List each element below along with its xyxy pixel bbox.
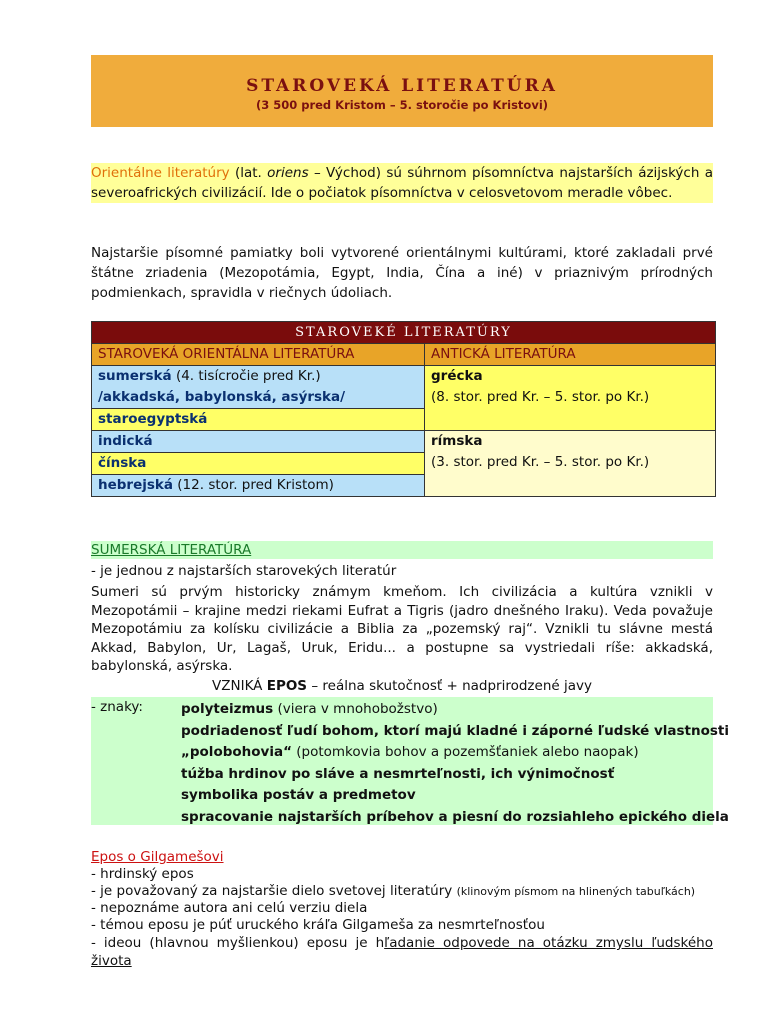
sumer-section-bar [91,541,713,559]
znak-spracovanie: spracovanie najstarších príbehov a piesní do rozsiahleho epického diela [181,808,729,825]
epos-line: VZNIKÁ EPOS – reálna skutočnosť + nadprirodzené javy [212,678,592,694]
page-title: STAROVEKÁ LITERATÚRA [246,76,558,96]
cell-hebrejska: hebrejská (12. stor. pred Kristom) [92,475,425,497]
znak-symbolika: symbolika postáv a predmetov [181,787,416,803]
gilgames-line-3: - nepoznáme autora ani celú verziu diela [91,900,368,916]
cell-cinska: čínska [92,453,425,475]
table-header: STAROVEKÉ LITERATÚRY [92,322,716,344]
sumer-intro-line: - je jednou z najstarších starovekých literatúr [91,563,397,579]
znaky-label: - znaky: [91,699,143,715]
paragraph-origins: Najstaršie písomné pamiatky boli vytvorené orientálnymi kultúrami, ktoré zakladali prvé štátne zriadenia (Mezopotámia, Egypt, India, Čína a iné) v priaznivým prírodných podmienkach, spravidla v riečnych údoliach. [91,245,713,301]
gilgames-line-2: - je považovaný za najstaršie dielo svetovej literatúry (klinovým písmom na hlinených tabuľkách) [91,883,696,899]
title-banner [91,55,713,127]
znaky-box [91,697,729,825]
col-antique-header: ANTICKÁ LITERATÚRA [425,344,716,366]
cell-staroegyptska: staroegyptská [92,409,425,431]
intro-term: Orientálne literatúry [91,165,230,181]
gilgames-line-4: - témou eposu je púť uruckého kráľa Gilgameša za nesmrteľnosťou [91,917,545,933]
gilgames-line-5: - ideou (hlavnou myšlienkou) eposu je hľadanie odpovede na otázku zmyslu ľudského života [91,935,713,969]
znak-podriadenost: podriadenosť ľudí bohom, ktorí majú kladné i záporné ľudské vlastnosti [181,722,729,739]
znak-tuzba: túžba hrdinov po sláve a nesmrteľnosti, ich výnimočnosť [181,765,615,782]
znak-polobohovia: „polobohovia“ (potomkovia bohov a pozemšťaniek alebo naopak) [181,744,639,760]
cell-sumerska: sumerská (4. tisícročie pred Kr.) /akkadská, babylonská, asýrska/ [92,366,425,409]
literature-table [91,321,716,497]
cell-rimska: rímska (3. stor. pred Kr. – 5. stor. po Kr.) [425,431,716,497]
cell-indicka: indická [92,431,425,453]
sumer-section-title: SUMERSKÁ LITERATÚRA [91,542,252,558]
sumer-paragraph: Sumeri sú prvým historicky známym kmeňom. Ich civilizácia a kultúra vznikli v Mezopotámii – krajine medzi riekami Eufrat a Tigris (jadro dnešného Iraku). Veda považuje Mezopotámiu za kolísku civilizácie a Biblia za „pozemský raj“. Vznikli tu slávne mestá Akkad, Babylon, Ur, Lagaš, Uruk, Eridu... a postupne sa vystriedali ríše: akkadská, babylonská, asýrska. [91,584,713,674]
znaky-list [181,699,729,828]
gilgames-line-1: - hrdinský epos [91,866,194,882]
page-subtitle: (3 500 pred Kristom – 5. storočie po Kristovi) [255,98,549,112]
intro-paragraph: Orientálne literatúry (lat. oriens – Východ) sú súhrnom písomníctva najstarších ázijských a severoafrických civilizácií. Ide o počiatok písomníctva v celosvetovom meradle vôbec. [91,165,714,201]
znak-polyteizmus: polyteizmus (viera v mnohobožstvo) [181,701,438,717]
cell-grecka: grécka (8. stor. pred Kr. – 5. stor. po Kr.) [425,366,716,431]
gilgames-title: Epos o Gilgamešovi [91,849,224,865]
col-oriental-header: STAROVEKÁ ORIENTÁLNA LITERATÚRA [92,344,425,366]
